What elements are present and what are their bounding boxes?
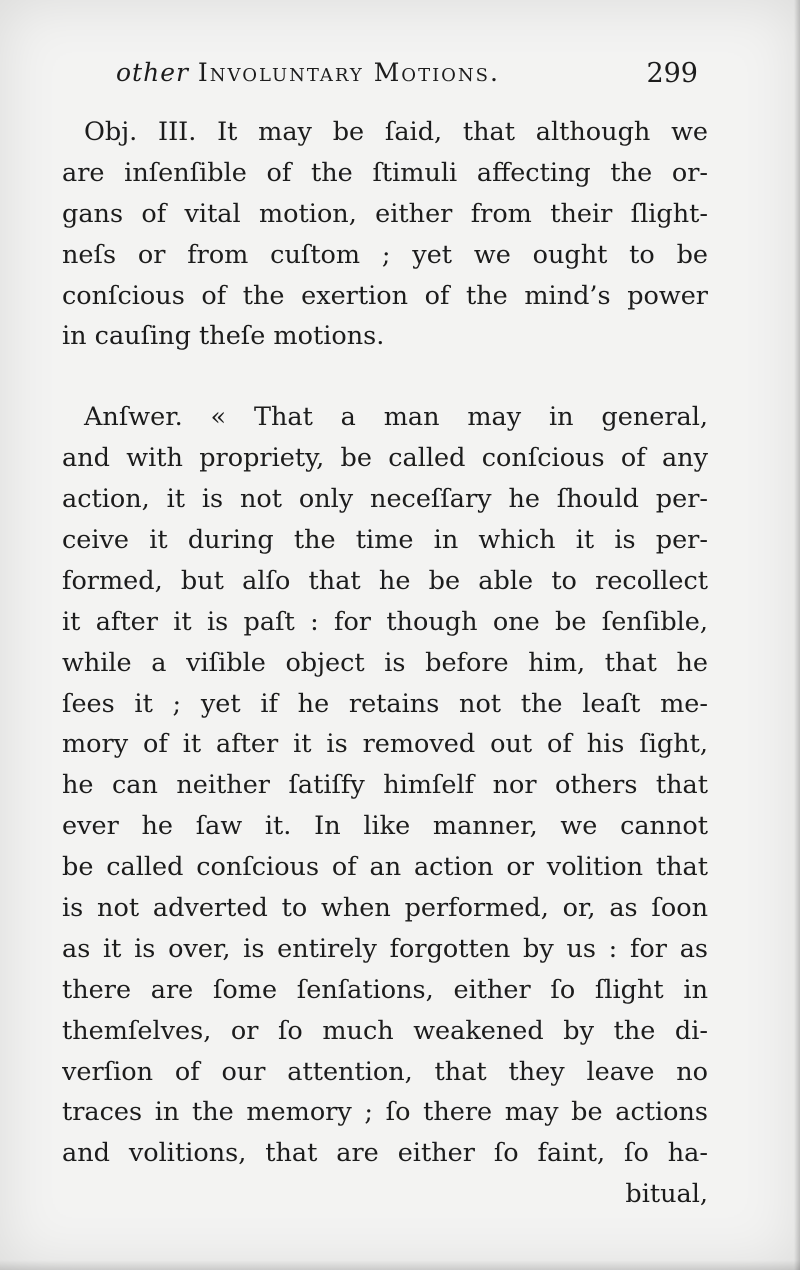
text-line: action, it is not only neceſſary he ſhould per- [62,484,708,515]
text-line: gans of vital motion, either from their ſlight- [62,198,708,229]
text-line: Obj. III. It may be ſaid, that although we [84,117,708,147]
page-header [116,58,710,98]
text-line: it after it is paſt : for though one be ſenſible, [62,606,708,637]
text-line: he can neither ſatiſfy himſelf nor others that [62,770,708,801]
text-line: ever he ſaw it. In like manner, we cannot [62,811,708,842]
page-edge-shadow [794,0,800,1270]
text-line: conſcious of the exertion of the mind’s power [62,280,708,311]
page-bottom-shadow [0,1260,800,1270]
running-head [116,58,500,87]
paragraph-gap [62,357,708,397]
text-line: mory of it after it is removed out of his ſight, [62,729,708,760]
text-line: there are ſome ſenſations, either ſo ſlight in [62,974,708,1005]
catchword: bitual, [625,1179,708,1210]
text-line: verſion of our attention, that they leave no [62,1056,708,1087]
running-head-italic: other [116,58,189,87]
text-line: themſelves, or ſo much weakened by the di- [62,1015,708,1046]
text-line: is not adverted to when performed, or, as ſoon [62,893,708,924]
text-line: traces in the memory ; ſo there may be actions [62,1097,708,1128]
text-line: neſs or from cuſtom ; yet we ought to be [62,239,708,270]
text-line: Anſwer. « That a man may in general, [84,402,708,433]
body-text [62,112,708,1215]
text-line: and volitions, that are either ſo faint, ſo ha- [62,1138,708,1169]
running-head-caps: Involuntary Motions. [197,58,500,87]
page-number: 299 [646,58,698,89]
text-line: in cauſing theſe motions. [62,321,385,352]
text-line: as it is over, is entirely forgotten by us : for as [62,933,708,964]
text-line: ceive it during the time in which it is per- [62,525,708,556]
text-line: while a viſible object is before him, that he [62,647,708,678]
text-line: and with propriety, be called conſcious of any [62,443,708,474]
text-line: ſees it ; yet if he retains not the leaſt me- [62,688,708,719]
text-line: are inſenſible of the ſtimuli affecting the or- [62,157,708,188]
text-line: formed, but alſo that he be able to recollect [62,565,708,596]
text-line: be called conſcious of an action or volition that [62,852,708,883]
